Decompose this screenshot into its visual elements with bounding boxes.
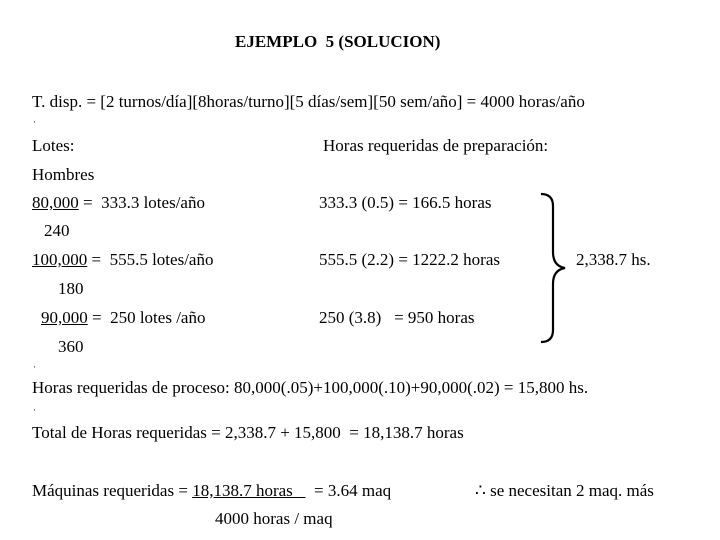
conclusion-text: se necesitan 2 maq. más xyxy=(485,481,654,500)
lotes-row-1 xyxy=(32,193,205,213)
page-title: EJEMPLO 5 (SOLUCION) xyxy=(235,32,441,51)
lotes-denominator-3: 360 xyxy=(58,337,84,356)
total-line: Total de Horas requeridas = 2,338.7 + 15,800 = 18,138.7 horas xyxy=(32,423,464,442)
lotes-result-1: = 333.3 lotes/año xyxy=(78,193,205,212)
total-prep: 2,338.7 hs. xyxy=(576,250,651,269)
bullet-dot: · xyxy=(33,117,36,127)
lotes-numerator-2: 100,000 xyxy=(32,250,88,269)
lotes-label: Lotes: xyxy=(32,136,75,155)
lotes-denominator-1: 240 xyxy=(44,221,70,240)
hombres-label: Hombres xyxy=(32,165,95,184)
prep-row-1: 333.3 (0.5) = 166.5 horas xyxy=(319,193,492,212)
curly-brace-icon xyxy=(535,190,575,346)
horas-prep-label: Horas requeridas de preparación: xyxy=(323,136,549,155)
maquinas-line xyxy=(32,481,391,501)
lotes-numerator-3: 90,000 xyxy=(41,308,88,327)
lotes-row-2 xyxy=(32,250,213,270)
lotes-result-2: = 555.5 lotes/año xyxy=(87,250,214,269)
prep-row-2: 555.5 (2.2) = 1222.2 horas xyxy=(319,250,500,269)
bullet-dot: · xyxy=(33,405,36,415)
maquinas-conclusion xyxy=(475,481,654,501)
maquinas-denominator: 4000 horas / maq xyxy=(215,509,333,528)
proceso-line: Horas requeridas de proceso: 80,000(.05)+100,000(.10)+90,000(.02) = 15,800 hs. xyxy=(32,378,589,397)
maquinas-result: = 3.64 maq xyxy=(305,481,392,500)
lotes-row-3 xyxy=(41,308,205,328)
lotes-denominator-2: 180 xyxy=(58,279,84,298)
lotes-numerator-1: 80,000 xyxy=(32,193,79,212)
lotes-result-3: = 250 lotes /año xyxy=(87,308,206,327)
bullet-dot: · xyxy=(33,362,36,372)
maquinas-numerator: 18,138.7 horas xyxy=(192,481,306,500)
therefore-icon: ∴ xyxy=(475,481,486,500)
maquinas-prefix: Máquinas requeridas = xyxy=(32,481,193,500)
prep-row-3: 250 (3.8) = 950 horas xyxy=(319,308,475,327)
tdisp-line: T. disp. = [2 turnos/día][8horas/turno][5 días/sem][50 sem/año] = 4000 horas/año xyxy=(32,92,585,111)
